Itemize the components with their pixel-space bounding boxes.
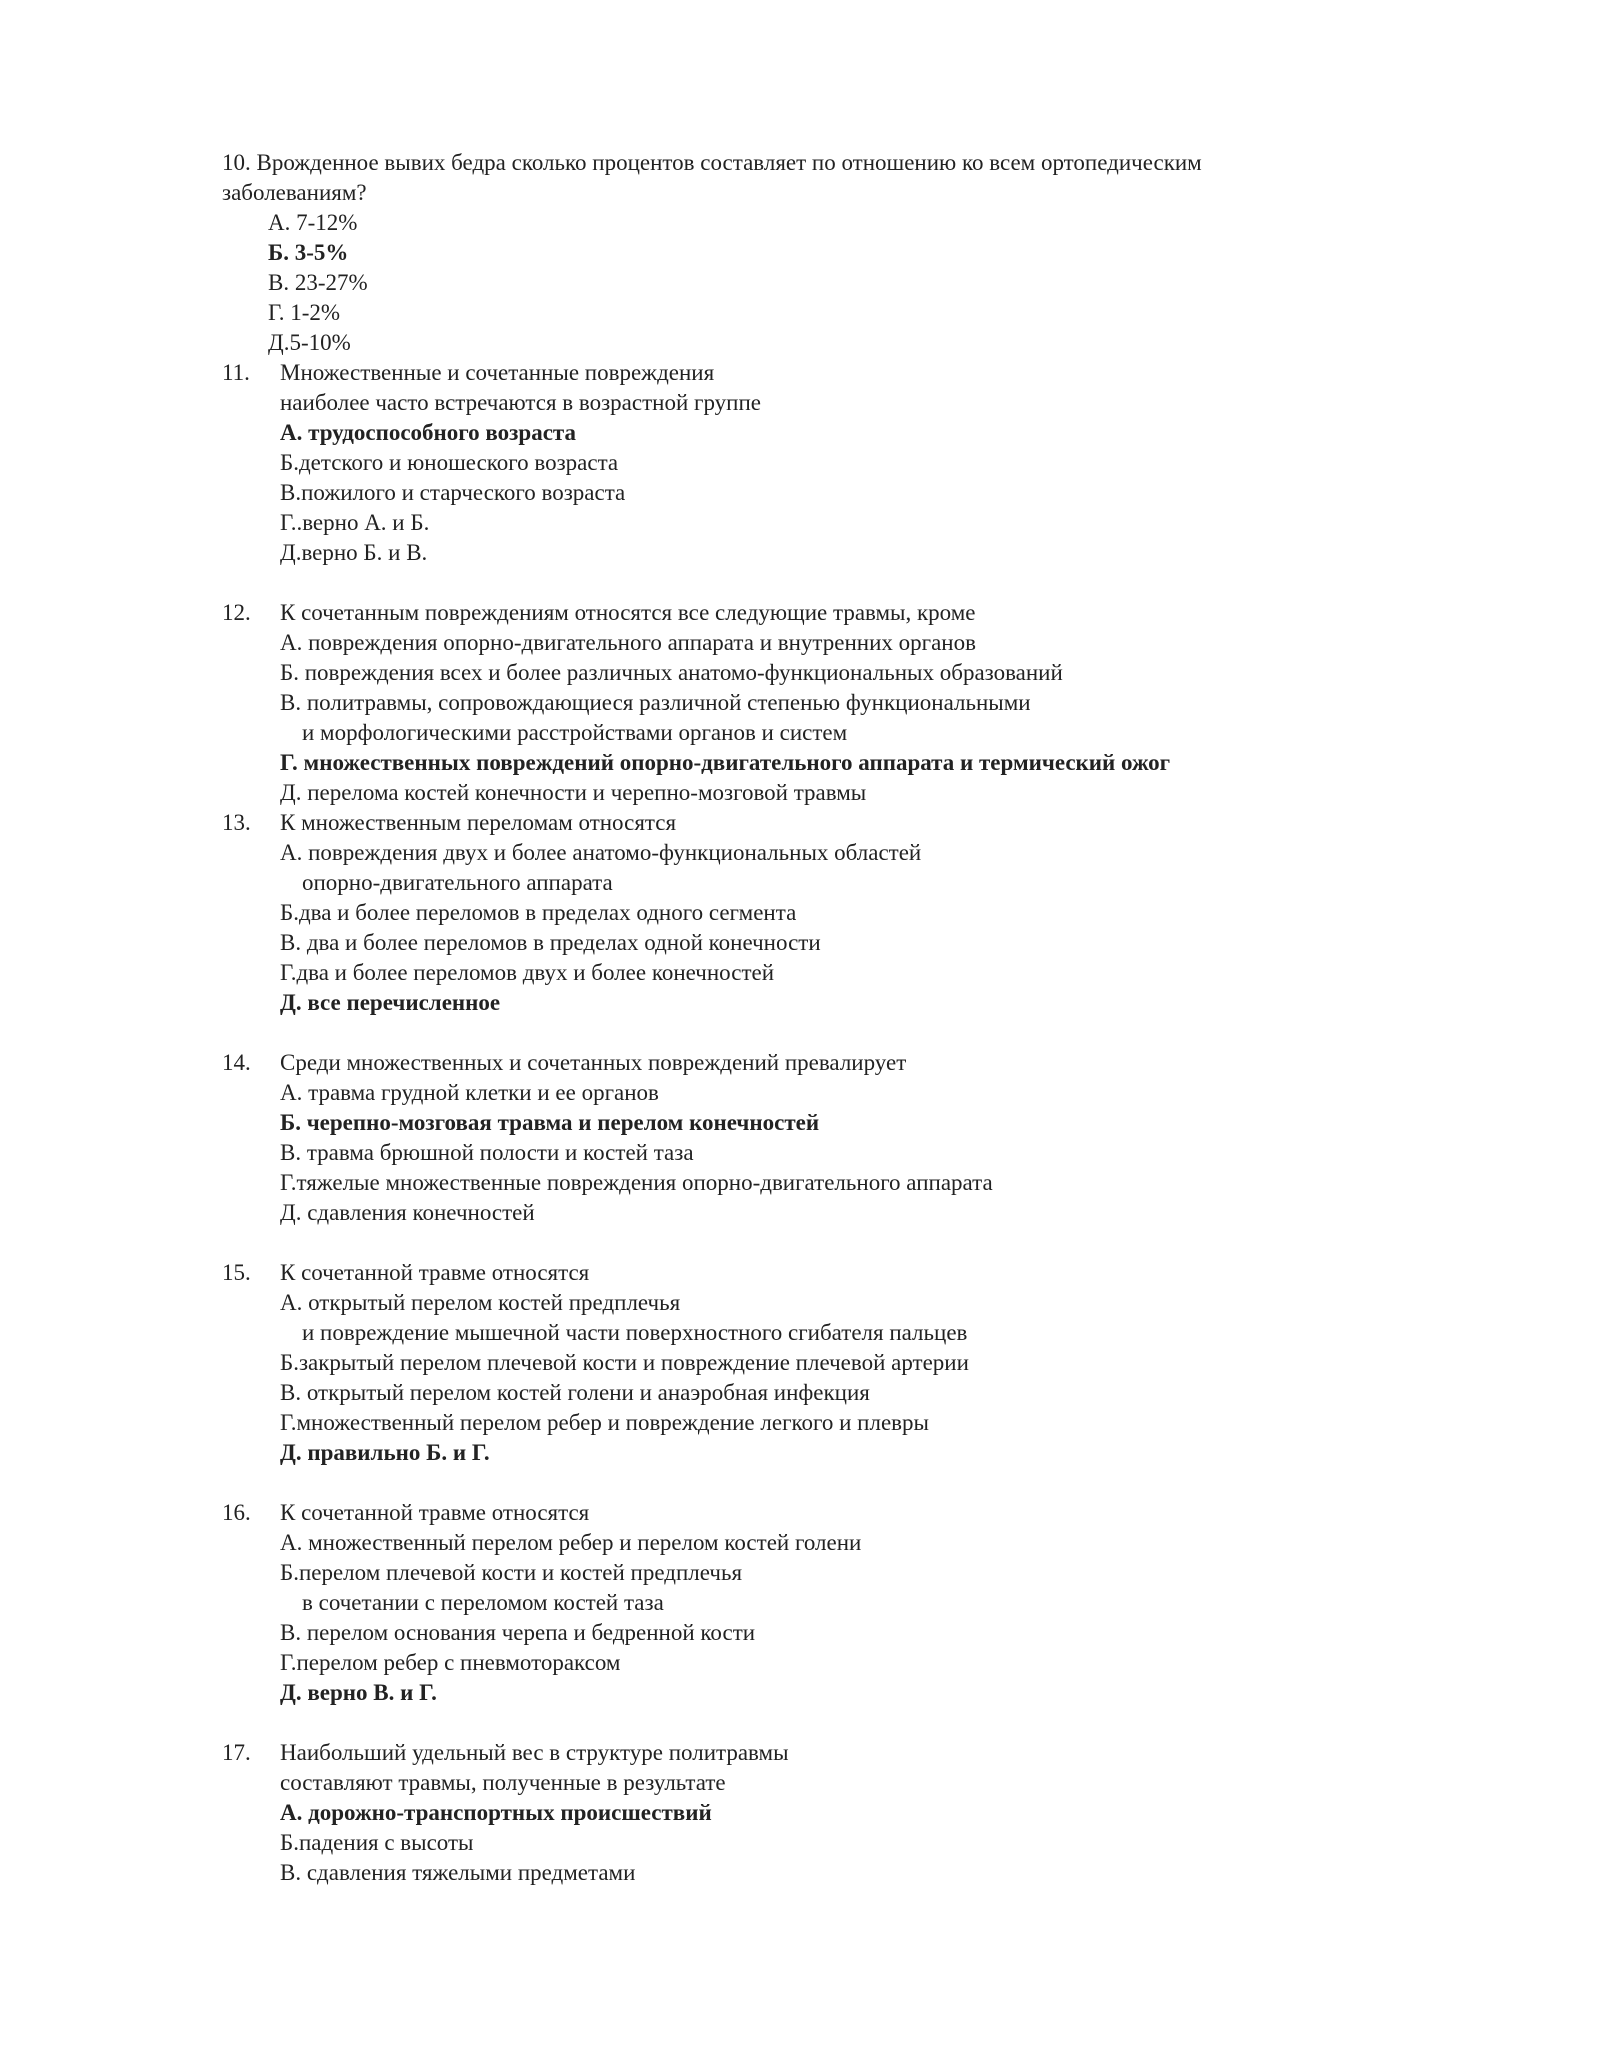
option: Г..верно А. и Б. [280, 510, 430, 535]
question-number: 13. [222, 810, 251, 835]
option-correct: А. трудоспособного возраста [280, 420, 576, 445]
option: В. открытый перелом костей голени и анаэробная инфекция [280, 1380, 870, 1405]
option: Б.перелом плечевой кости и костей предплечья [280, 1560, 743, 1585]
option: Б.два и более переломов в пределах одного сегмента [280, 900, 797, 925]
option: Г.перелом ребер с пневмотораксом [280, 1650, 621, 1675]
question-number: 15. [222, 1260, 251, 1285]
question-number: 12. [222, 600, 251, 625]
option: Б.детского и юношеского возраста [280, 450, 619, 475]
question-number: 14. [222, 1050, 251, 1075]
question-number: 16. [222, 1500, 251, 1525]
option: В. политравмы, сопровождающиеся различной степенью функциональными [280, 690, 1031, 715]
option: Г.тяжелые множественные повреждения опорно-двигательного аппарата [280, 1170, 993, 1195]
option: Б.закрытый перелом плечевой кости и повреждение плечевой артерии [280, 1350, 969, 1375]
option: А. повреждения опорно-двигательного аппарата и внутренних органов [280, 630, 976, 655]
question-14-text: Среди множественных и сочетанных повреждений превалирует [280, 1050, 907, 1075]
option: Г.два и более переломов двух и более конечностей [280, 960, 775, 985]
question-number: 17. [222, 1740, 251, 1765]
option-correct: Д. правильно Б. и Г. [280, 1440, 490, 1465]
question-12-text: К сочетанным повреждениям относятся все следующие травмы, кроме [280, 600, 976, 625]
question-17-text: Наибольший удельный вес в структуре политравмы [280, 1740, 789, 1765]
option-correct: Д. все перечисленное [280, 990, 501, 1015]
question-10-text-cont: заболеваниям? [222, 180, 367, 205]
option: Д. перелома костей конечности и черепно-мозговой травмы [280, 780, 867, 805]
option: А. открытый перелом костей предплечья [280, 1290, 681, 1315]
option: В.пожилого и старческого возраста [280, 480, 626, 505]
option: Б. повреждения всех и более различных анатомо-функциональных образований [280, 660, 1063, 685]
option: А. травма грудной клетки и ее органов [280, 1080, 659, 1105]
question-11-text: Множественные и сочетанные повреждения [280, 360, 715, 385]
option: В. два и более переломов в пределах одной конечности [280, 930, 821, 955]
option: Д. сдавления конечностей [280, 1200, 535, 1225]
option: В. травма брюшной полости и костей таза [280, 1140, 694, 1165]
option-correct: Д. верно В. и Г. [280, 1680, 437, 1705]
question-11-text-cont: наиболее часто встречаются в возрастной группе [280, 390, 761, 415]
question-10-text: 10. Врожденное вывих бедра сколько процентов составляет по отношению ко всем ортопедическим [222, 150, 1202, 175]
option: В. 23-27% [268, 270, 368, 295]
question-16-text: К сочетанной травме относятся [280, 1500, 590, 1525]
option-correct: Г. множественных повреждений опорно-двигательного аппарата и термический ожог [280, 750, 1171, 775]
option: А. повреждения двух и более анатомо-функциональных областей [280, 840, 922, 865]
option: В. перелом основания черепа и бедренной кости [280, 1620, 756, 1645]
option: А. множественный перелом ребер и перелом костей голени [280, 1530, 862, 1555]
option: А. 7-12% [268, 210, 358, 235]
option-correct: Б. черепно-мозговая травма и перелом конечностей [280, 1110, 820, 1135]
question-number: 11. [222, 360, 250, 385]
option-correct: Б. 3-5% [268, 240, 349, 265]
option: Д.5-10% [268, 330, 351, 355]
option: Г.множественный перелом ребер и повреждение легкого и плевры [280, 1410, 929, 1435]
question-13-text: К множественным переломам относятся [280, 810, 677, 835]
option-correct: А. дорожно-транспортных происшествий [280, 1800, 712, 1825]
option: Г. 1-2% [268, 300, 341, 325]
option-cont: и морфологическими расстройствами органов и систем [302, 720, 848, 745]
option: В. сдавления тяжелыми предметами [280, 1860, 636, 1885]
option-cont: и повреждение мышечной части поверхностного сгибателя пальцев [302, 1320, 968, 1345]
option: Б.падения с высоты [280, 1830, 474, 1855]
question-17-text-cont: составляют травмы, полученные в результате [280, 1770, 726, 1795]
option: Д.верно Б. и В. [280, 540, 428, 565]
question-15-text: К сочетанной травме относятся [280, 1260, 590, 1285]
option-cont: в сочетании с переломом костей таза [302, 1590, 664, 1615]
option-cont: опорно-двигательного аппарата [302, 870, 613, 895]
